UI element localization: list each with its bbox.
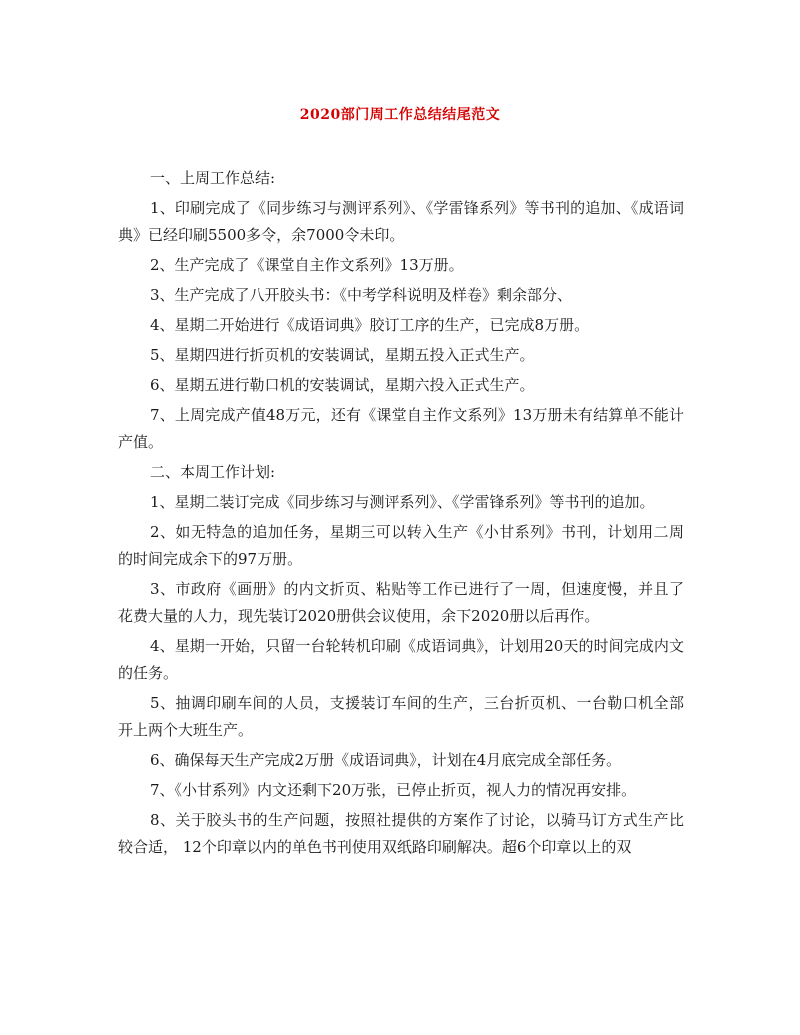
paragraph-item: 3、市政府《画册》的内文折页、粘贴等工作已进行了一周，但速度慢，并且了花费大量的人力，现先装订2020册供会议使用，余下2020册以后再作。	[118, 580, 684, 625]
paragraph-item: 6、星期五进行勒口机的安装调试，星期六投入正式生产。	[150, 376, 535, 394]
paragraph-item: 8、关于胶头书的生产问题，按照社提供的方案作了讨论，以骑马订方式生产比较合适， 12个印章以内的单色书刊使用双纸路印刷解决。超6个印章以上的双	[118, 811, 684, 856]
paragraph-item: 5、星期四进行折页机的安装调试，星期五投入正式生产。	[150, 346, 535, 364]
paragraph-item: 7、《小甘系列》内文还剩下20万张，已停止折页，视人力的情况再安排。	[150, 781, 637, 799]
paragraph-item: 4、星期二开始进行《成语词典》胶订工序的生产，已完成8万册。	[150, 316, 590, 334]
paragraph-item: 2、如无特急的追加任务，星期三可以转入生产《小甘系列》书刊，计划用二周的时间完成余下的97万册。	[118, 523, 684, 568]
paragraph-item: 3、生产完成了八开胶头书：《中考学科说明及样卷》剩余部分、	[150, 286, 573, 304]
paragraph-item: 5、抽调印刷车间的人员，支援装订车间的生产，三台折页机、一台勒口机全部开上两个大班生产。	[118, 694, 684, 739]
paragraph-item: 2、生产完成了《课堂自主作文系列》13万册。	[150, 256, 464, 274]
section-heading-last-week: 一、上周工作总结:	[150, 169, 276, 187]
paragraph-item: 1、星期二装订完成《同步练习与测评系列》、《学雷锋系列》等书刊的追加。	[150, 493, 655, 511]
document-body	[118, 165, 684, 864]
paragraph-item: 7、上周完成产值48万元，还有《课堂自主作文系列》13万册未有结算单不能计产值。	[118, 406, 684, 451]
paragraph-item: 6、确保每天生产完成2万册《成语词典》，计划在4月底完成全部任务。	[150, 751, 622, 769]
section-heading-this-week: 二、本周工作计划:	[150, 463, 276, 481]
paragraph-item: 4、星期一开始，只留一台轮转机印刷《成语词典》，计划用20天的时间完成内文的任务。	[118, 637, 684, 682]
paragraph-item: 1、印刷完成了《同步练习与测评系列》、《学雷锋系列》等书刊的追加、《成语词典》已经印刷5500多令，余7000令未印。	[118, 199, 684, 244]
document-title: 2020部门周工作总结结尾范文	[299, 107, 501, 123]
